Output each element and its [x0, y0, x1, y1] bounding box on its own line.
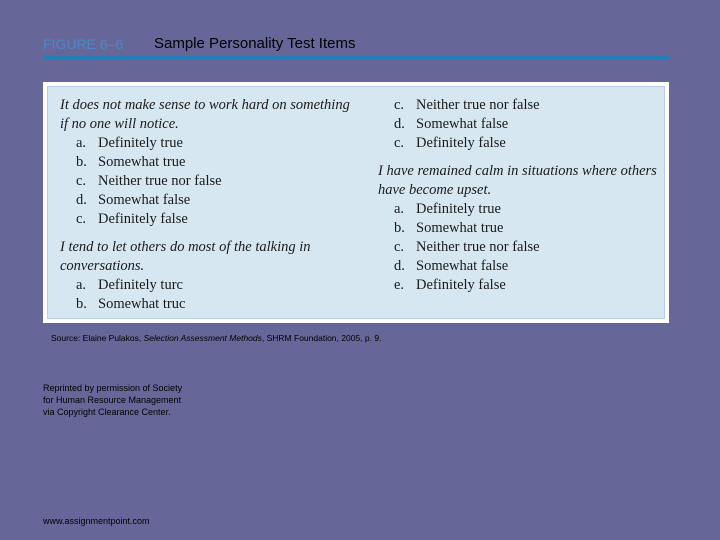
question-text: I have remained calm in situations where others have become upset. — [378, 163, 657, 198]
option-text: Definitely turc — [98, 277, 183, 293]
answer-option — [378, 96, 668, 115]
option-letter: b. — [76, 154, 87, 170]
option-text: Neither true nor false — [416, 97, 540, 113]
question-block — [378, 96, 668, 153]
option-text: Somewhat true — [98, 154, 186, 170]
answer-option — [60, 295, 360, 314]
source-work-title: Selection Assessment Methods — [143, 333, 262, 343]
option-letter: c. — [76, 211, 87, 227]
answer-option — [60, 276, 360, 295]
footer-url: www.assignmentpoint.com — [43, 516, 150, 526]
test-items-panel — [43, 82, 669, 323]
answer-option — [60, 172, 360, 191]
option-letter: c. — [394, 239, 405, 255]
option-text: Definitely false — [416, 135, 506, 151]
question-text: It does not make sense to work hard on something if no one will notice. — [60, 97, 350, 132]
option-text: Neither true nor false — [416, 239, 540, 255]
option-letter: b. — [394, 220, 405, 236]
answer-option — [378, 238, 668, 257]
test-items-box — [47, 86, 665, 319]
right-column — [378, 96, 668, 304]
option-text: Somewhat false — [98, 192, 191, 208]
answer-option — [60, 210, 360, 229]
figure-header — [43, 34, 670, 59]
question-text: I tend to let others do most of the talking in conversations. — [60, 239, 311, 274]
figure-title: Sample Personality Test Items — [154, 35, 356, 52]
option-letter: d. — [394, 116, 405, 132]
option-text: Definitely true — [98, 135, 183, 151]
option-letter: a. — [76, 135, 87, 151]
answer-option — [60, 191, 360, 210]
option-text: Somewhat false — [416, 116, 509, 132]
answer-option — [60, 153, 360, 172]
option-letter: d. — [394, 258, 405, 274]
option-letter: a. — [76, 277, 87, 293]
option-text: Definitely false — [98, 211, 188, 227]
option-text: Somewhat truc — [98, 296, 186, 312]
answer-option — [378, 276, 668, 295]
option-letter: e. — [394, 277, 405, 293]
option-letter: c. — [394, 97, 405, 113]
answer-option — [378, 134, 668, 153]
reprint-note: Reprinted by permission of Society for Human Resource Management via Copyright Clearance Center. — [43, 383, 183, 417]
question-block — [60, 238, 360, 314]
left-column — [60, 96, 360, 323]
source-suffix: , SHRM Foundation, 2005, p. 9. — [261, 333, 382, 343]
option-letter: d. — [76, 192, 87, 208]
option-letter: c. — [394, 135, 405, 151]
answer-option — [60, 134, 360, 153]
source-prefix: Source: Elaine Pulakos, — [51, 333, 144, 343]
answer-option — [378, 115, 668, 134]
question-block — [378, 162, 668, 295]
option-text: Definitely false — [416, 277, 506, 293]
option-letter: a. — [394, 201, 405, 217]
option-text: Definitely true — [416, 201, 501, 217]
answer-option — [378, 200, 668, 219]
option-text: Somewhat true — [416, 220, 504, 236]
source-citation — [51, 333, 381, 344]
figure-label: FIGURE 6–6 — [43, 36, 124, 52]
question-block — [60, 96, 360, 229]
answer-option — [378, 257, 668, 276]
option-letter: c. — [76, 173, 87, 189]
option-letter: b. — [76, 296, 87, 312]
option-text: Somewhat false — [416, 258, 509, 274]
answer-option — [378, 219, 668, 238]
option-text: Neither true nor false — [98, 173, 222, 189]
